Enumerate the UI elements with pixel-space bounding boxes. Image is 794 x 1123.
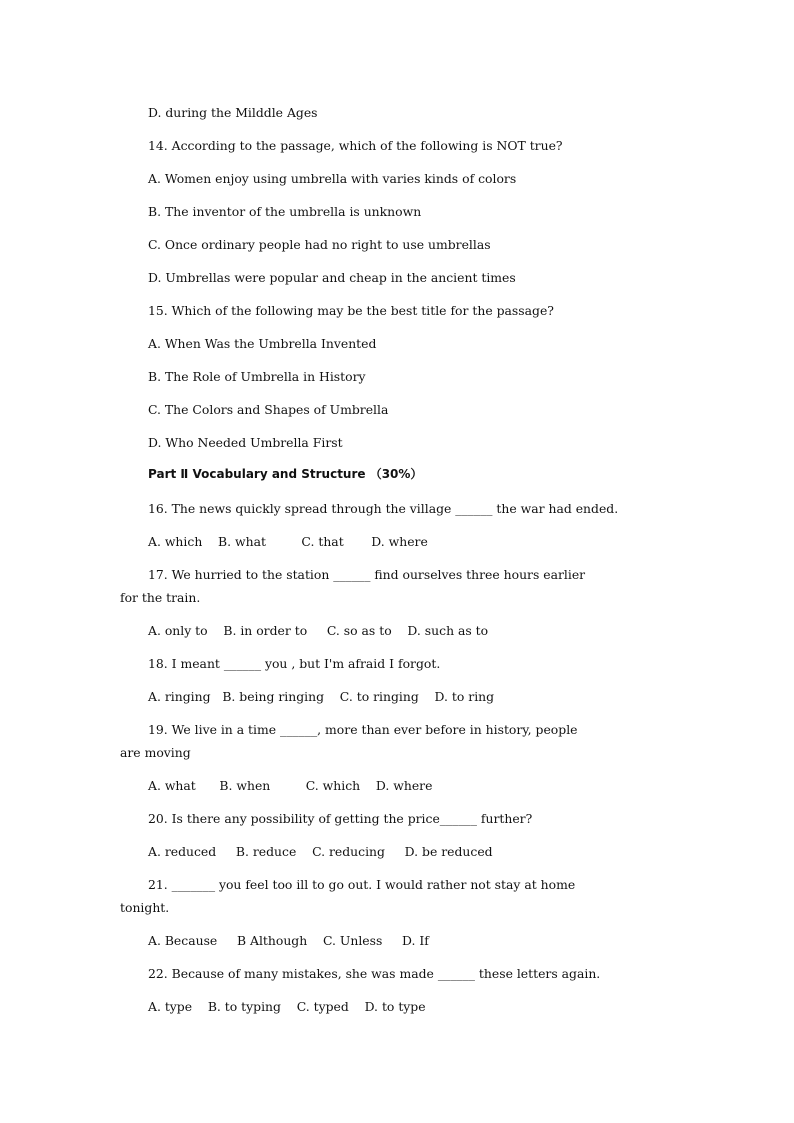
question-19: 19. We live in a time ______, more than ever before in history, people [148, 722, 578, 737]
option-15d: D. Who Needed Umbrella First [148, 435, 343, 450]
option-14b: B. The inventor of the umbrella is unknown [148, 204, 422, 219]
options-17: A. only to B. in order to C. so as to D. such as to [148, 623, 489, 638]
options-19: A. what B. when C. which D. where [148, 778, 433, 793]
question-22: 22. Because of many mistakes, she was made ______ these letters again. [148, 966, 601, 981]
option-15b: B. The Role of Umbrella in History [148, 369, 366, 384]
option-15c: C. The Colors and Shapes of Umbrella [148, 402, 389, 417]
question-18: 18. I meant ______ you , but I'm afraid I forgot. [148, 656, 441, 671]
options-20: A. reduced B. reduce C. reducing D. be reduced [148, 844, 493, 859]
question-21-cont: tonight. [120, 900, 170, 915]
question-17: 17. We hurried to the station ______ find ourselves three hours earlier [148, 567, 586, 582]
question-19-cont: are moving [120, 745, 191, 760]
question-14: 14. According to the passage, which of the following is NOT true? [148, 138, 563, 153]
question-16: 16. The news quickly spread through the village ______ the war had ended. [148, 501, 619, 516]
options-21: A. Because B Although C. Unless D. If [148, 933, 429, 948]
section-heading: Part Ⅱ Vocabulary and Structure （30%） [148, 467, 423, 481]
option-14d: D. Umbrellas were popular and cheap in the ancient times [148, 270, 516, 285]
options-16: A. which B. what C. that D. where [148, 534, 428, 549]
question-17-cont: for the train. [120, 590, 201, 605]
question-20: 20. Is there any possibility of getting the price______ further? [148, 811, 533, 826]
options-22: A. type B. to typing C. typed D. to type [148, 999, 426, 1014]
options-18: A. ringing B. being ringing C. to ringing D. to ring [148, 689, 495, 704]
option-14a: A. Women enjoy using umbrella with varies kinds of colors [148, 171, 517, 186]
option-14c: C. Once ordinary people had no right to use umbrellas [148, 237, 491, 252]
question-15: 15. Which of the following may be the best title for the passage? [148, 303, 554, 318]
question-21: 21. _______ you feel too ill to go out. I would rather not stay at home [148, 877, 576, 892]
option-15a: A. When Was the Umbrella Invented [148, 336, 377, 351]
option-13d: D. during the Milddle Ages [148, 105, 318, 120]
